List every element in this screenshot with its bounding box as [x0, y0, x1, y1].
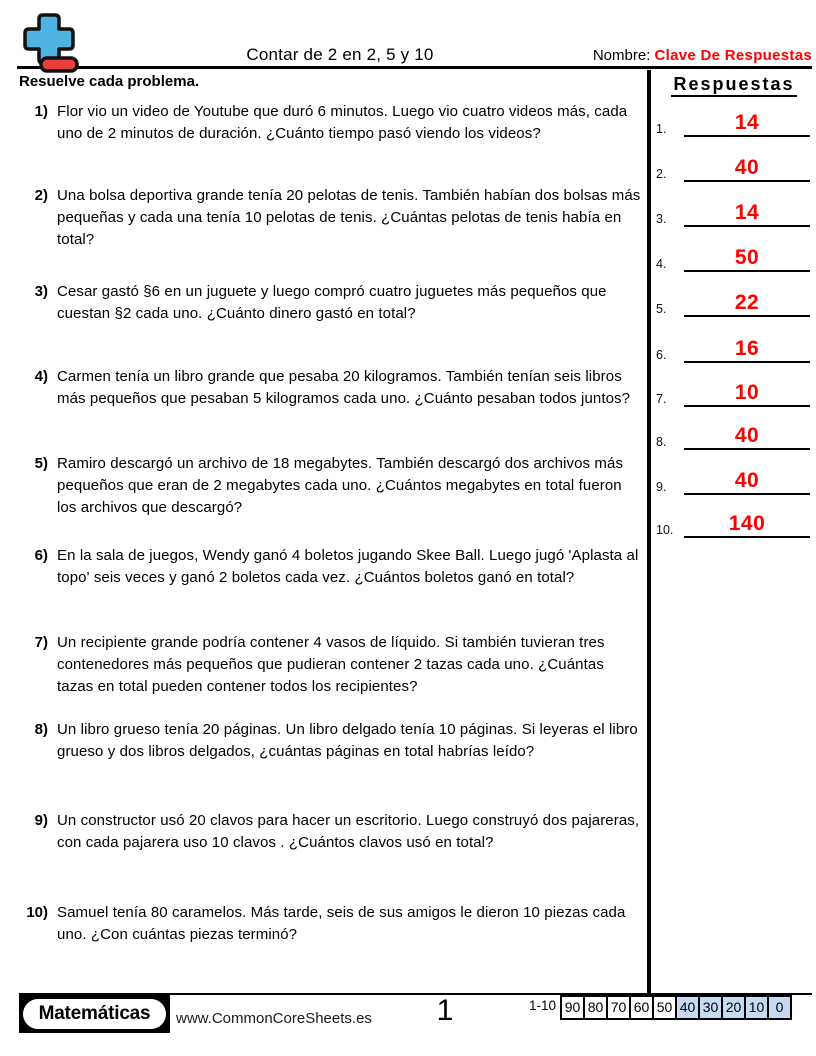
problem-text: Un constructor usó 20 clavos para hacer un escritorio. Luego construyó dos pajareras, con cada pajarera uso 10 clavos . ¿Cuántos clavos usó en total?: [57, 812, 640, 851]
problem-text: En la sala de juegos, Wendy ganó 4 boletos jugando Skee Ball. Luego jugó 'Aplasta al topo' seis veces y ganó 2 boletos cada vez. ¿Cuántos boletos ganó en total?: [57, 547, 639, 586]
problem-text: Una bolsa deportiva grande tenía 20 pelotas de tenis. También habían dos bolsas más pequeñas y cada una tenía 10 pelotas de tenis. ¿Cuántas pelotas de tenis había en total?: [57, 187, 641, 248]
answer-number: 3.: [656, 212, 667, 226]
answer-blank-line: [684, 156, 810, 182]
problem-number: 8): [34, 721, 48, 738]
score-table: [560, 995, 792, 1020]
answer-blank-line: [684, 337, 810, 363]
score-cell: 80: [583, 995, 608, 1020]
problem-number: 1): [34, 103, 48, 120]
instruction-text: Resuelve cada problema.: [19, 73, 200, 90]
brand-name: Matemáticas: [23, 999, 166, 1029]
plus-minus-logo: [17, 11, 81, 77]
problem-number: 4): [34, 368, 48, 385]
problem-number: 9): [34, 812, 48, 829]
answer-value: 22: [734, 291, 760, 314]
answer-blank-line: [684, 246, 810, 272]
problem-text: Cesar gastó §6 en un juguete y luego compró cuatro juguetes más pequeños que cuestan §2 cada uno. ¿Cuánto dinero gastó en total?: [57, 283, 607, 322]
problem-text: Ramiro descargó un archivo de 18 megabytes. También descargó dos archivos más pequeños que eran de 2 megabytes cada uno. ¿Cuántos megabytes en total fueron los archivos que descargó?: [57, 455, 624, 516]
answer-row-3: [656, 201, 813, 227]
name-field: [593, 47, 812, 64]
problem-number: 2): [34, 187, 48, 204]
problem-number: 5): [34, 455, 48, 472]
answer-number: 7.: [656, 392, 667, 406]
problem-number: 7): [34, 634, 48, 651]
answer-blank-line: [684, 201, 810, 227]
website-link: www.CommonCoreSheets.es: [176, 1010, 372, 1027]
answer-value: 10: [734, 381, 760, 404]
answer-number: 4.: [656, 257, 667, 271]
answer-value: 40: [734, 156, 760, 179]
answers-panel-divider: [647, 70, 651, 994]
answer-value: 16: [734, 337, 760, 360]
answer-row-2: [656, 156, 813, 182]
problem-text: Flor vio un video de Youtube que duró 6 minutos. Luego vio cuatro videos más, cada uno de 2 minutos de duración. ¿Cuánto tiempo pasó viendo los videos?: [57, 103, 628, 142]
header-divider: [17, 66, 812, 69]
score-cell: 50: [652, 995, 677, 1020]
score-cell: 10: [744, 995, 769, 1020]
page-title: Contar de 2 en 2, 5 y 10: [246, 45, 434, 64]
answer-number: 6.: [656, 348, 667, 362]
problem-number: 6): [34, 547, 48, 564]
problem-1: [20, 101, 645, 145]
problem-text: Carmen tenía un libro grande que pesaba 20 kilogramos. También tenían seis libros más pequeños que pesaban 5 kilogramos cada uno. ¿Cuánto pesaban todos juntos?: [57, 368, 631, 407]
problem-number: 10): [26, 904, 48, 921]
answer-value: 14: [734, 201, 760, 224]
answer-row-6: [656, 337, 813, 363]
answer-blank-line: [684, 424, 810, 450]
answer-value: 40: [734, 424, 760, 447]
problem-text: Samuel tenía 80 caramelos. Más tarde, seis de sus amigos le dieron 10 piezas cada uno. ¿Con cuántas piezas terminó?: [57, 904, 626, 943]
answer-blank-line: [684, 469, 810, 495]
answer-number: 1.: [656, 122, 667, 136]
problem-text: Un libro grueso tenía 20 páginas. Un libro delgado tenía 10 páginas. Si leyeras el libro grueso y dos libros delgados, ¿cuántas páginas en total habrías leído?: [57, 721, 638, 760]
answer-value: 50: [734, 246, 760, 269]
answer-row-7: [656, 381, 813, 407]
plus-icon: [25, 15, 73, 63]
score-cell: 0: [767, 995, 792, 1020]
answer-number: 10.: [656, 523, 674, 537]
answer-row-8: [656, 424, 813, 450]
brand-badge: [19, 995, 170, 1033]
minus-icon: [41, 58, 77, 71]
problem-2: [20, 185, 645, 251]
problem-8: [20, 719, 645, 763]
answer-blank-line: [684, 111, 810, 137]
answer-value: 40: [734, 469, 760, 492]
answer-row-4: [656, 246, 813, 272]
answer-row-5: [656, 291, 813, 317]
score-cell: 30: [698, 995, 723, 1020]
score-cell: 90: [560, 995, 585, 1020]
problem-9: [20, 810, 645, 854]
name-label: Nombre:: [592, 47, 651, 64]
problem-7: [20, 632, 645, 698]
answer-number: 8.: [656, 435, 667, 449]
answer-number: 5.: [656, 302, 667, 316]
answers-panel-title: Respuestas: [656, 74, 812, 95]
problem-text: Un recipiente grande podría contener 4 vasos de líquido. Si también tuvieran tres contenedores más pequeños que pudieran contener 2 tazas cada uno. ¿Cuántas tazas en total pueden contener todos los recipientes?: [57, 634, 605, 695]
score-cell: 40: [675, 995, 700, 1020]
answer-blank-line: [684, 291, 810, 317]
score-cell: 20: [721, 995, 746, 1020]
answer-blank-line: [684, 512, 810, 538]
answer-row-9: [656, 469, 813, 495]
answer-row-10: [656, 512, 813, 538]
answer-row-1: [656, 111, 813, 137]
score-cell: 70: [606, 995, 631, 1020]
problem-number: 3): [34, 283, 48, 300]
problem-3: [20, 281, 645, 325]
score-range-label: 1-10: [529, 998, 557, 1013]
problem-10: [20, 902, 645, 946]
problem-6: [20, 545, 645, 589]
score-cell: 60: [629, 995, 654, 1020]
answer-number: 2.: [656, 167, 667, 181]
problem-5: [20, 453, 645, 519]
answer-blank-line: [684, 381, 810, 407]
answer-value: 14: [734, 111, 760, 134]
answer-value: 140: [728, 512, 766, 535]
name-value: Clave De Respuestas: [654, 47, 812, 64]
answer-number: 9.: [656, 480, 667, 494]
problem-4: [20, 366, 645, 410]
page-number: 1: [436, 994, 454, 1027]
